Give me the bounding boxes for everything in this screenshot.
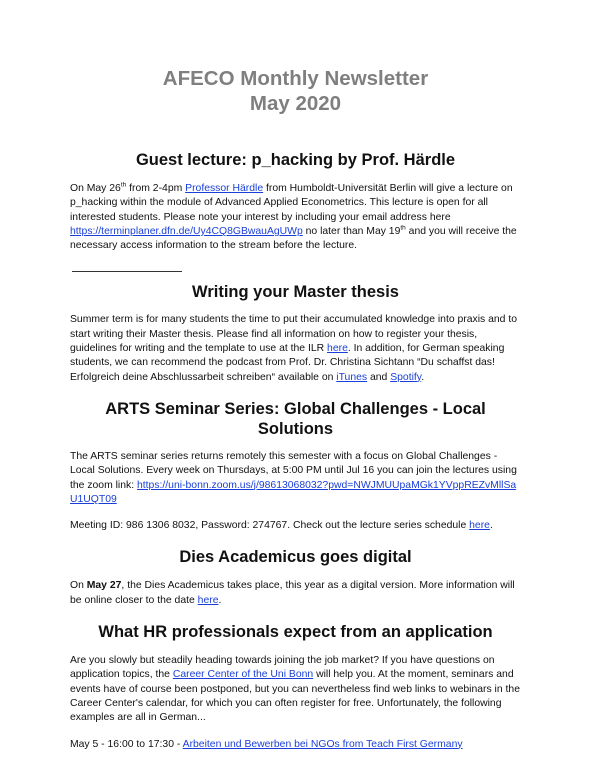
ilr-here-link[interactable]: here — [327, 343, 348, 355]
dies-text-3: . — [218, 594, 222, 606]
thesis-text-2: . In addition, for German speaking students, we can recommend the podcast from Prof. Dr. Christina Sichtann “Du schaffst das! Erfolgreich deine Abschlussarbeit schreiben“ available on — [70, 343, 505, 383]
guest-text-2: from 2-4pm — [126, 183, 186, 194]
dies-text-2: , the Dies Academicus takes place, this year as a digital version. More information will be online closer to the date — [70, 580, 515, 606]
thesis-text-1: Summer term is for many students the time to put their accumulated knowledge into praxis and to start writing their Master thesis. Please find all information on how to register your thesis, guidelines for writing and the template to use at the ILR — [70, 314, 518, 355]
ngo-event-link[interactable]: Arbeiten und Bewerben bei NGOs from Teach First Germany — [182, 738, 463, 750]
terminplaner-link[interactable]: https://terminplaner.dfn.de/Uy4CQ8GBwauAgUWp — [70, 225, 303, 237]
master-thesis-heading: Writing your Master thesis — [192, 283, 399, 302]
hr-text — [70, 654, 521, 725]
section-dies-academicus — [70, 547, 521, 608]
dies-text-1: On — [70, 580, 87, 592]
arts-text-1: The ARTS seminar series returns remotely this semester with a focus on Global Challenges - Local Solutions. Every week on Thursdays, at 5:00 PM until Jul 16 you can join the lectures using the zoom link: — [70, 450, 517, 491]
dies-academicus-text — [70, 579, 521, 608]
thesis-text-4: . — [421, 371, 425, 383]
section-divider — [72, 271, 182, 272]
hr-text-2: will help you. At the moment, seminars and events have of course been postponed, but you can nevertheless find web links to webinars in the Career Center's calendar, for which you can often register for free. Unfortunately, the following examples are all in German... — [70, 669, 520, 724]
section-arts-seminar — [70, 399, 521, 533]
zoom-link[interactable]: https://uni-bonn.zoom.us/j/98613068032?pwd=NWJMUUpaMGk1YVppREZvMllSaU1UQT09 — [70, 479, 517, 505]
guest-lecture-heading: Guest lecture: p_hacking by Prof. Härdle — [135, 151, 456, 169]
thesis-text-3: and — [367, 371, 391, 383]
hr-text-1: Are you slowly but steadily heading towards joining the job market? If you have questions on application topics, the — [70, 655, 495, 681]
professor-haerdle-link[interactable]: Professor Härdle — [185, 183, 264, 194]
section-hr-professionals — [70, 622, 521, 752]
arts-seminar-heading: ARTS Seminar Series: Global Challenges - Local Solutions — [105, 399, 486, 438]
spotify-link[interactable]: Spotify — [390, 371, 422, 383]
guest-lecture-text — [70, 182, 521, 253]
arts-schedule-link[interactable]: here — [469, 520, 490, 532]
guest-sup-1: th — [120, 181, 127, 189]
title-line-2: May 2020 — [249, 92, 342, 115]
arts-meeting-text: Meeting ID: 986 1306 8032, Password: 274767. Check out the lecture series schedule — [70, 520, 470, 532]
arts-meeting-end: . — [489, 520, 493, 532]
guest-text-4: no later than May 19 — [302, 225, 401, 237]
arts-seminar-text — [70, 450, 521, 507]
dies-date: May 27 — [86, 580, 122, 592]
arts-meeting-info — [70, 519, 521, 533]
guest-text-3: from Humboldt-Universität Berlin will give a lecture on p_hacking within the module of Advanced Applied Econometrics. This lecture is open for all interested students. Please note your interest by including your email address here — [70, 183, 513, 223]
hr-heading: What HR professionals expect from an application — [98, 623, 493, 642]
master-thesis-text — [70, 313, 521, 384]
dies-academicus-heading: Dies Academicus goes digital — [179, 548, 412, 567]
hr-event-time: May 5 - 16:00 to 17:30 - — [70, 738, 183, 750]
guest-sup-2: th — [400, 224, 406, 232]
itunes-link[interactable]: iTunes — [336, 371, 368, 383]
title-line-1: AFECO Monthly Newsletter — [162, 67, 429, 90]
guest-text-1: On May 26 — [70, 183, 121, 194]
section-master-thesis — [70, 282, 521, 384]
dies-here-link[interactable]: here — [197, 594, 219, 606]
guest-text-5: and you will receive the necessary access information to the stream before the lecture. — [70, 225, 517, 252]
hr-event-item — [70, 738, 521, 752]
section-guest-lecture — [70, 150, 521, 253]
career-center-link[interactable]: Career Center of the Uni Bonn — [172, 669, 314, 681]
newsletter-title — [70, 0, 521, 116]
